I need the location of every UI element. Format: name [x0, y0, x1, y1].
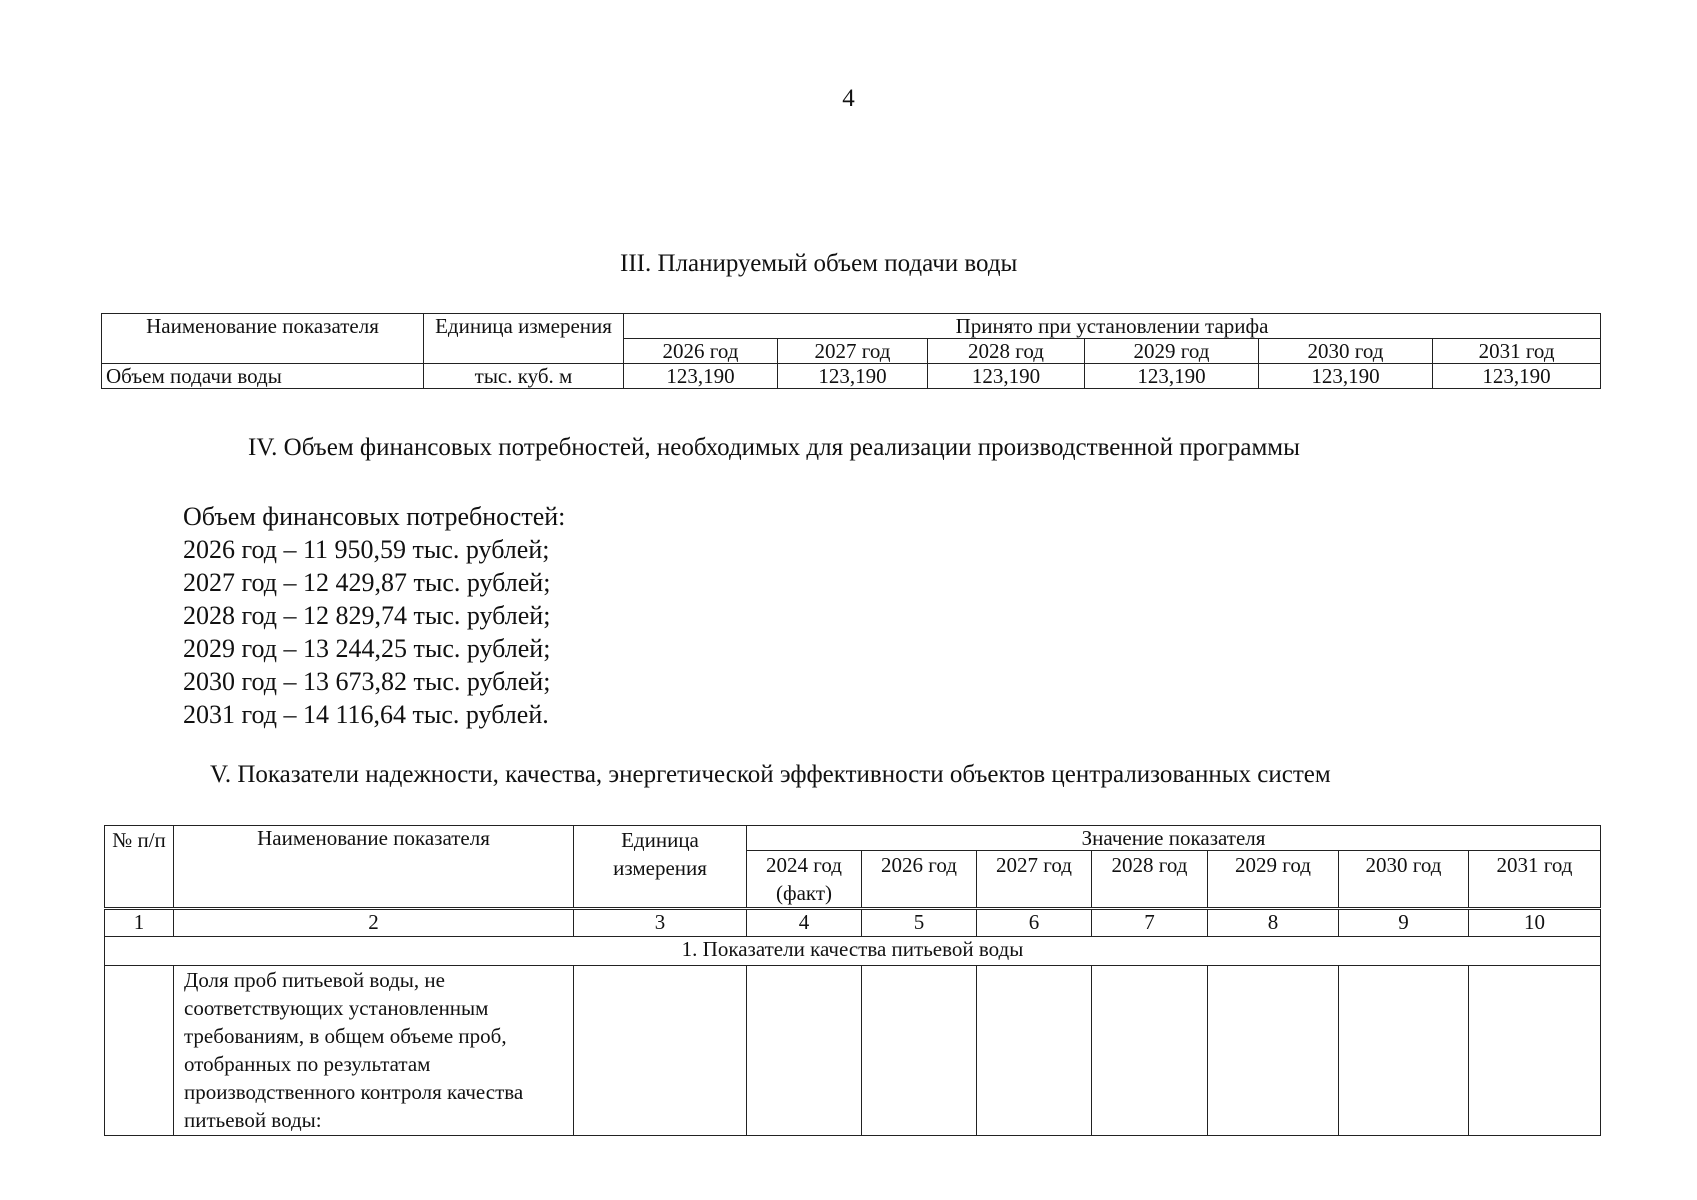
financial-needs-line: 2028 год – 12 829,74 тыс. рублей;	[183, 601, 551, 630]
row-unit	[574, 966, 747, 1136]
row-value	[862, 966, 977, 1136]
year-header: 2024 год (факт)	[747, 851, 862, 909]
row-value	[1469, 966, 1601, 1136]
year-header: 2030 год	[1259, 339, 1433, 364]
water-volume-table	[101, 313, 1601, 389]
year-header: 2030 год	[1339, 851, 1469, 909]
row-name: Доля проб питьевой воды, не соответствующих установленным требованиям, в общем объеме проб, отобранных по результатам производственного контроля качества питьевой воды:	[174, 966, 574, 1136]
row-value	[1092, 966, 1208, 1136]
column-number: 2	[174, 909, 574, 937]
group-row	[105, 937, 1601, 966]
financial-needs-line: 2026 год – 11 950,59 тыс. рублей;	[183, 535, 550, 564]
section-5-heading: V. Показатели надежности, качества, энергетической эффективности объектов централизованных систем	[210, 761, 1331, 788]
section-3-heading: III. Планируемый объем подачи воды	[620, 250, 1018, 277]
financial-needs-line: 2031 год – 14 116,64 тыс. рублей.	[183, 700, 549, 729]
row-value: 123,190	[1085, 364, 1259, 389]
col-header-name: Наименование показателя	[102, 314, 424, 364]
column-number: 4	[747, 909, 862, 937]
year-header: 2028 год	[1092, 851, 1208, 909]
col-header-unit: Единица измерения	[574, 826, 747, 909]
financial-needs-line: 2030 год – 13 673,82 тыс. рублей;	[183, 667, 551, 696]
row-num	[105, 966, 174, 1136]
row-name: Объем подачи воды	[102, 364, 424, 389]
year-header: 2029 год	[1085, 339, 1259, 364]
column-number: 8	[1208, 909, 1339, 937]
financial-needs-block	[183, 500, 565, 731]
financial-needs-intro: Объем финансовых потребностей:	[183, 502, 566, 531]
column-number: 1	[105, 909, 174, 937]
financial-needs-line: 2029 год – 13 244,25 тыс. рублей;	[183, 634, 551, 663]
year-header: 2027 год	[977, 851, 1092, 909]
table-row	[102, 364, 1601, 389]
row-value: 123,190	[624, 364, 778, 389]
column-number: 10	[1469, 909, 1601, 937]
column-number: 9	[1339, 909, 1469, 937]
row-value: 123,190	[1433, 364, 1601, 389]
year-header: 2031 год	[1469, 851, 1601, 909]
col-header-num: № п/п	[105, 826, 174, 909]
column-number-row	[105, 909, 1601, 937]
indicators-table	[104, 825, 1601, 1136]
col-header-group: Значение показателя	[747, 826, 1601, 851]
year-header: 2026 год	[624, 339, 778, 364]
year-header: 2029 год	[1208, 851, 1339, 909]
row-unit: тыс. куб. м	[424, 364, 624, 389]
row-value: 123,190	[928, 364, 1085, 389]
header-row	[105, 826, 1601, 851]
row-value	[1339, 966, 1469, 1136]
column-number: 7	[1092, 909, 1208, 937]
row-value	[1208, 966, 1339, 1136]
group-row-label: 1. Показатели качества питьевой воды	[105, 937, 1601, 966]
year-header: 2026 год	[862, 851, 977, 909]
row-value: 123,190	[1259, 364, 1433, 389]
column-number: 6	[977, 909, 1092, 937]
row-value: 123,190	[778, 364, 928, 389]
year-header: 2027 год	[778, 339, 928, 364]
header-row	[102, 314, 1601, 339]
table-row	[105, 966, 1601, 1136]
section-4-heading: IV. Объем финансовых потребностей, необходимых для реализации производственной программы	[248, 434, 1300, 461]
page-number: 4	[842, 85, 855, 112]
col-header-group: Принято при установлении тарифа	[624, 314, 1601, 339]
column-number: 5	[862, 909, 977, 937]
col-header-name: Наименование показателя	[174, 826, 574, 909]
financial-needs-line: 2027 год – 12 429,87 тыс. рублей;	[183, 568, 551, 597]
year-header: 2028 год	[928, 339, 1085, 364]
year-header: 2031 год	[1433, 339, 1601, 364]
row-value	[977, 966, 1092, 1136]
column-number: 3	[574, 909, 747, 937]
col-header-unit: Единица измерения	[424, 314, 624, 364]
row-value	[747, 966, 862, 1136]
